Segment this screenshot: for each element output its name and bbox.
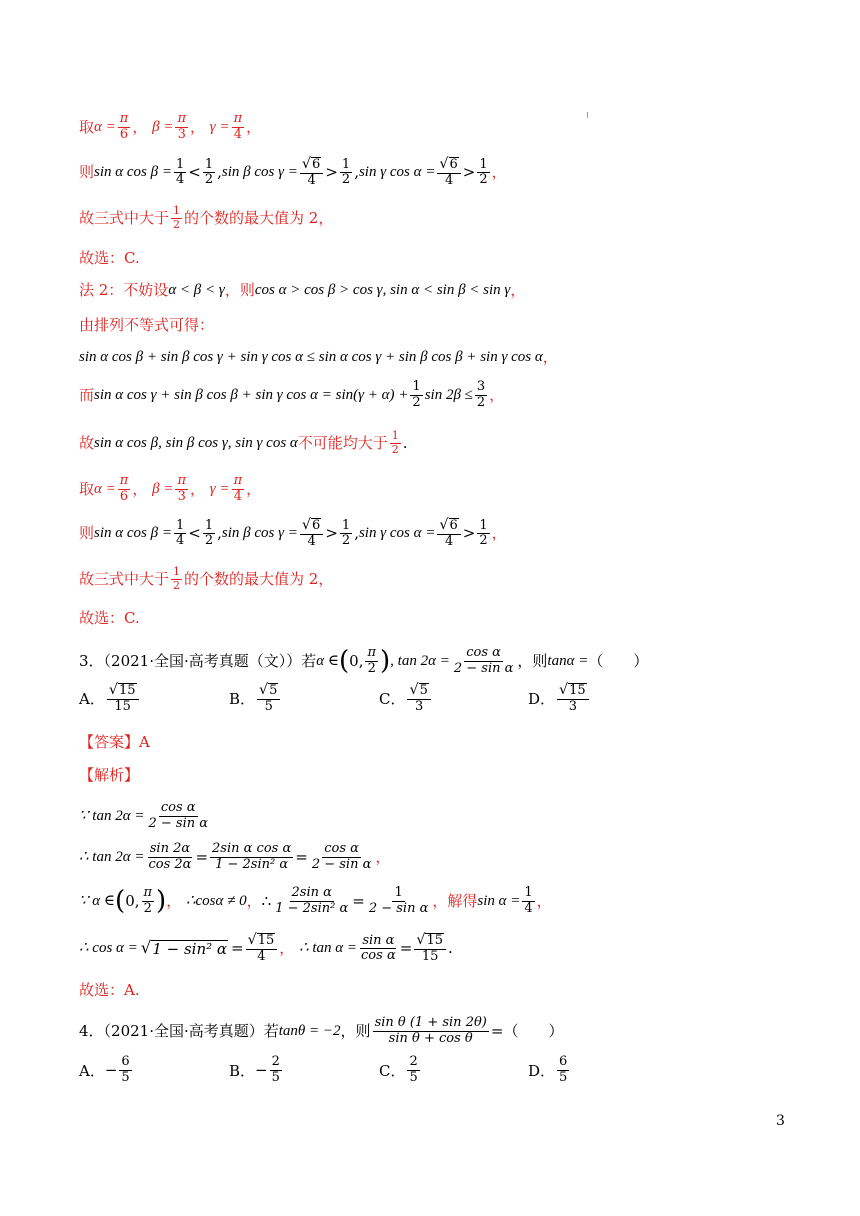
q3-step1: ∵ tan 2α = $\frac{\text{cos α}}{\text{2 − sin α}}$ — [79, 800, 209, 831]
tan-theta: tanθ = −2 — [278, 1022, 341, 1039]
answer-value: A — [139, 733, 150, 751]
q3-step3: ∵ α ∈ ( 0, $\frac{\pi}{2}$ ) ， ∴cosα ≠ 0 ， ∴ $\frac{\text{2sin α}}{\text{1 − 2sin² α}}$ = $\frac{1}{\text{2 − sin α}}$ ，解得 sin α = $\frac{1}{4}$ ， — [79, 885, 552, 917]
expr-sin-g-cos-a: sin γ cos α = — [358, 164, 436, 181]
solution-a-values-line: 则 sin α cos β = $\frac{1}{4}$ < $\frac{1}{2}$ , sin β cos γ = √ 6 4 > $\frac{1}{2}$ , sin γ cos α = √ 6 4 > $\frac{1}{2}$ ， — [79, 156, 507, 188]
frac-sqrt6-over-4-b: √ 6 4 — [437, 157, 460, 189]
not-all-line: 故 sin α cos β, sin β cos γ, sin γ cos α 不可能均大于 $\frac{1}{2}$ . — [79, 429, 408, 456]
answer-label: 【答案】 — [79, 733, 140, 751]
solution-b-conclusion: 故三式中大于 $\frac{1}{2}$ 的个数的最大值为 2， — [79, 565, 334, 592]
pi-over-6: $\frac{\pi}{6}$ — [119, 111, 129, 142]
sum-expression-line: 而 sin α cos γ + sin β cos β + sin γ cos α = sin(γ + α) + $\frac{1}{2}$ sin 2β ≤ $\frac{3}{2}$ ， — [79, 379, 505, 410]
not-all-text: 不可能均大于 — [297, 433, 388, 452]
expr-sin-a-cos-b: sin α cos β = — [94, 164, 172, 181]
q3-stem: 3．（2021·全国·高考真题（文））若 α ∈ ( 0, $\frac{\pi}{2}$ ) , tan 2α = $\frac{\text{cos α}}{\text{2 − sin α}}$ ，则 tanα = （ ） — [79, 645, 649, 677]
frac-one-quarter: $\frac{1}{4}$ — [175, 156, 185, 188]
pi-over-4: $\frac{\pi}{4}$ — [233, 111, 243, 142]
method2-line: 法 2：不妨设 α < β < γ ，则 cos α > cos β > cos γ, sin α < sin β < sin γ ， — [79, 281, 526, 299]
rearr-ineq-text: sin α cos β + sin β cos γ + sin γ cos α ≤ sin α cos γ + sin β cos β + sin γ cos α — [79, 349, 543, 365]
less-than: < — [188, 163, 201, 182]
solution-b-values-line: 则 sin α cos β = $\frac{1}{4}$ < $\frac{1}{2}$ , sin β cos γ = √ 6 4 > $\frac{1}{2}$ , sin γ cos α = √ 6 4 > $\frac{1}{2}$ ， — [79, 517, 507, 549]
q3-answer — [79, 735, 150, 750]
q3-option-b[interactable]: B． √ 5 5 — [229, 683, 282, 715]
solution-b-choose: 故选：C. — [79, 609, 140, 627]
then-label: 则 — [79, 163, 95, 182]
rearrangement-ineq: sin α cos β + sin β cos γ + sin γ cos α ≤ sin α cos γ + sin β cos β + sin γ cos α ， — [79, 348, 558, 366]
solution-a-conclusion — [79, 205, 333, 231]
q4-stem: 4．（2021·全国·高考真题）若 tanθ = −2 ，则 $\frac{\text{sin θ (1 + sin 2θ)}}{\text{sin θ + cos θ}}$ = （ ） — [79, 1015, 564, 1046]
margin-tick-mark — [587, 112, 588, 118]
q3-option-a[interactable]: A． √ 15 15 — [79, 683, 141, 715]
q4-stem-text: 4．（2021·全国·高考真题）若 — [79, 1021, 279, 1040]
frac-three-halves: $\frac{3}{2}$ — [476, 379, 486, 410]
q4-option-c[interactable]: C． $\frac{2}{5}$ — [379, 1054, 418, 1085]
tan-alpha-ask: tanα = — [547, 652, 589, 669]
sum-expr: sin α cos γ + sin β cos β + sin γ cos α = sin(γ + α) + — [94, 386, 409, 403]
solution-b-take-line: 取 α = $\frac{\pi}{6}$ ， β = $\frac{\pi}{3}$ ， γ = $\frac{\pi}{4}$ ， — [79, 473, 262, 504]
take-label: 取 — [79, 117, 95, 136]
frac-half-sum: $\frac{1}{2}$ — [412, 379, 421, 410]
frac-half-inline-2: $\frac{1}{2}$ — [391, 429, 399, 456]
frac-sqrt6-over-4: √ 6 4 — [300, 157, 323, 189]
order-expr: α < β < γ — [168, 282, 225, 298]
frac-half-inline: $\frac{1}{2}$ — [173, 204, 181, 231]
q3-option-c[interactable]: C． √ 5 3 — [379, 683, 433, 715]
q4-option-b[interactable]: B． − $\frac{2}{5}$ — [229, 1054, 280, 1085]
q4-blank: （ ） — [503, 1021, 564, 1040]
solution-a-choose: 故选：C. — [79, 249, 140, 267]
conclusion-text: 故三式中大于 — [79, 208, 170, 227]
method2-label: 法 2：不妨设 — [79, 281, 169, 299]
three-exprs: sin α cos β, sin β cos γ, sin γ cos α — [94, 434, 298, 451]
q3-step4: ∴ cos α = √ 1 − sin² α = √ 15 4 ， ∴ tan α = $\frac{\text{sin α}}{\text{cos α}}$ = √ 15 15 . — [79, 932, 453, 964]
hence-label: 故 — [79, 433, 95, 452]
q3-blank: （ ） — [588, 651, 649, 670]
sin2b-expr: sin 2β ≤ — [424, 386, 473, 403]
beta-eq: β = — [152, 118, 174, 135]
conclusion-text-2: 的个数的最大值为 2， — [184, 208, 334, 227]
q3-option-d[interactable]: D． √ 15 3 — [528, 683, 591, 715]
q4-option-a[interactable]: A． − $\frac{6}{5}$ — [79, 1054, 130, 1085]
gamma-eq: γ = — [209, 118, 230, 135]
q3-step2: ∴ tan 2α = $\frac{\sin 2\alpha}{\cos 2\alpha}$ = $\frac{\text{2sin α cos α}}{\text{1 − 2sin² α}}$ = $\frac{\text{cos α}}{\text{2 − sin α}}$ ， — [79, 841, 391, 872]
q4-option-d[interactable]: D． $\frac{6}{5}$ — [528, 1054, 568, 1085]
rearrangement-label: 由排列不等式可得： — [79, 316, 215, 334]
greater-than: > — [325, 163, 338, 182]
alpha-eq: α = — [94, 118, 116, 135]
q3-choose: 故选：A. — [79, 981, 140, 999]
cos-sin-ineq: cos α > cos β > cos γ, sin α < sin β < sin γ — [254, 282, 511, 298]
frac-one-half: $\frac{1}{2}$ — [204, 156, 214, 188]
page-number: 3 — [776, 1113, 785, 1129]
q3-analysis-label: 【解析】 — [79, 766, 140, 784]
while-label: 而 — [79, 385, 95, 404]
pi-over-3: $\frac{\pi}{3}$ — [177, 111, 186, 142]
frac-one-half-c: $\frac{1}{2}$ — [479, 156, 488, 188]
expr-sin-b-cos-g: sin β cos γ = — [221, 164, 298, 181]
q3-stem-text: 3．（2021·全国·高考真题（文））若 — [79, 651, 317, 670]
frac-one-half-b: $\frac{1}{2}$ — [341, 156, 351, 188]
solution-a-take-line: 取 α = $\frac{\pi}{6}$ ， β = $\frac{\pi}{3}$ ， γ = $\frac{\pi}{4}$ ， — [79, 111, 262, 142]
